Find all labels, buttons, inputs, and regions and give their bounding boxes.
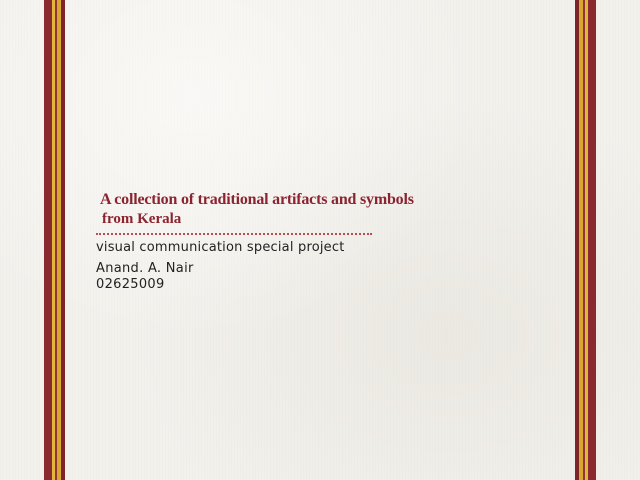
- author-name: Anand. A. Nair: [96, 261, 194, 276]
- left-border-maroon-stripe: [44, 0, 52, 480]
- project-subtitle: visual communication special project: [96, 240, 345, 255]
- info-block: [96, 240, 345, 293]
- title-line-1: A collection of traditional artifacts and symbols: [100, 191, 414, 208]
- title-block: [100, 190, 414, 229]
- left-border-inner-maroon-stripe: [61, 0, 65, 480]
- student-id: 02625009: [96, 277, 165, 292]
- title-line-2: from Kerala: [102, 211, 182, 227]
- right-border-maroon-stripe: [588, 0, 596, 480]
- dotted-divider: [96, 233, 372, 235]
